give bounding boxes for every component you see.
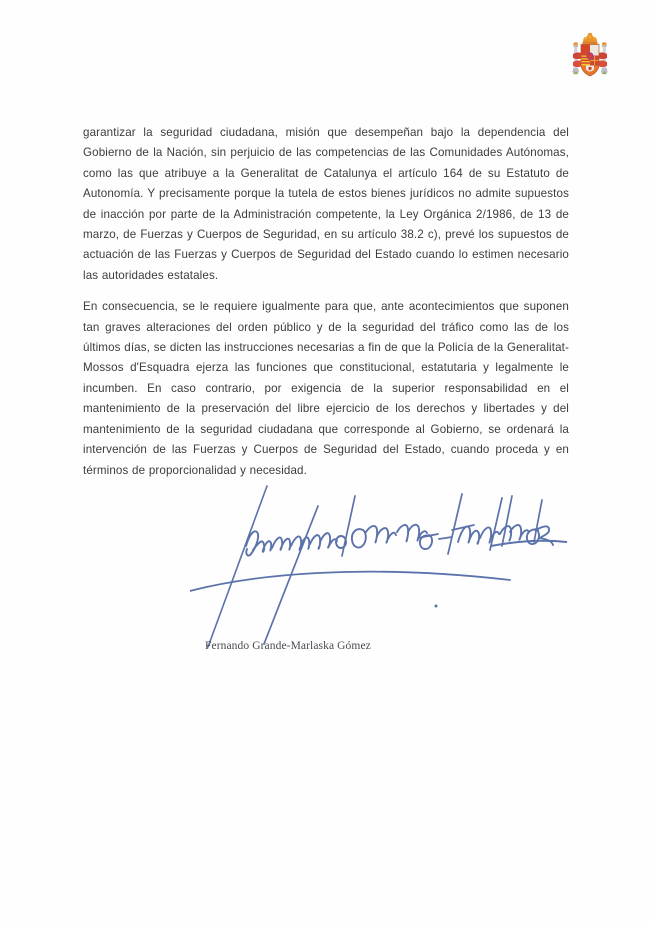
signatory-name: Fernando Grande-Marlaska Gómez — [205, 640, 371, 652]
paragraph-1: garantizar la seguridad ciudadana, misión que desempeñan bajo la dependencia del Gobierno de la Nación, sin perjuicio de las competencias de las Comunidades Autónomas, como las que atribuye a la Generalitat de Catalunya el artículo 164 de su Estatuto de Autonomía. Y precisamente porque la tutela de estos bienes jurídicos no admite supuestos de inacción por parte de la Administración competente, la Ley Orgánica 2/1986, de 13 de marzo, de Fuerzas y Cuerpos de Seguridad, en su artículo 38.2 c), prevé los supuestos de actuación de las Fuerzas y Cuerpos de Seguridad del Estado cuando lo estimen necesario las autoridades estatales. — [83, 126, 569, 282]
paragraph-2: En consecuencia, se le requiere igualmente para que, ante acontecimientos que suponen tan graves alteraciones del orden público y de la seguridad del tráfico como las de los últimos días, se dicten las instrucciones necesarias a fin de que la Policía de la Generalitat-Mossos d'Esquadra ejerza las funciones que constitucional, estatutaria y legalmente le incumben. En caso contrario, por exigencia de la superior responsabilidad en el mantenimiento de la preservación del libre ejercicio de los derechos y libertades y del mantenimiento de la seguridad ciudadana que corresponde al Gobierno, se ordenará la intervención de las Fuerzas y Cuerpos de Seguridad del Estado, cuando proceda y en términos de proporcionalidad y necesidad. — [83, 300, 569, 477]
handwritten-signature — [190, 484, 570, 649]
coat-of-arms-icon — [570, 30, 610, 82]
document-body — [83, 123, 569, 481]
